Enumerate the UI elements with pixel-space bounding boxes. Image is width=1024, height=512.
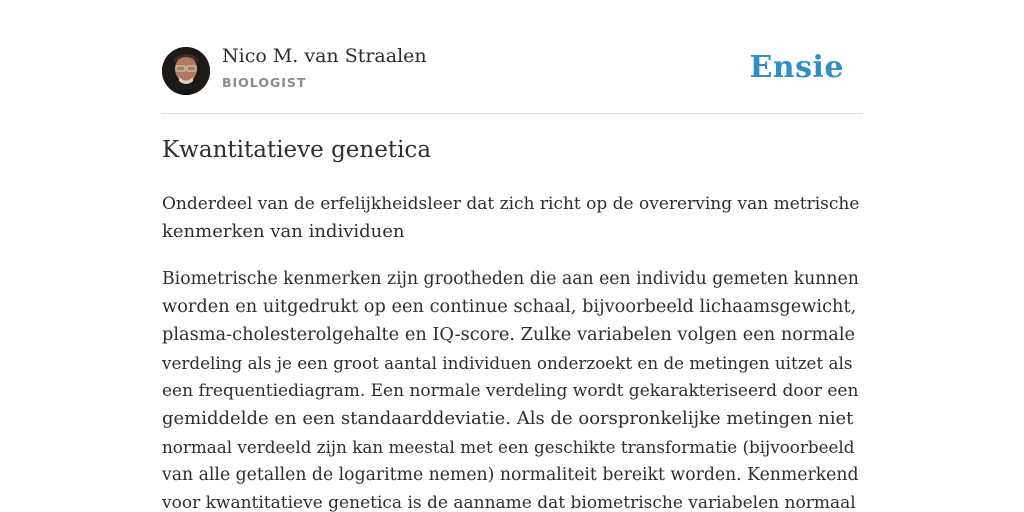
body-line: voor kwantitatieve genetica is de aanname dat biometrische variabelen normaal bbox=[162, 493, 856, 512]
ensie-logo[interactable]: Ensie bbox=[749, 50, 844, 85]
body-line: een frequentiediagram. Een normale verdeling wordt gekarakteriseerd door een bbox=[162, 381, 859, 401]
body-line: normaal verdeeld zijn kan meestal met een geschikte transformatie (bijvoorbeeld bbox=[162, 437, 855, 457]
body-line: van alle getallen de logaritme nemen) normaliteit bereikt worden. Kenmerkend bbox=[162, 465, 859, 485]
body-line: verdeling als je een groot aantal individuen onderzoekt en de metingen uitzet als bbox=[162, 353, 853, 373]
author-avatar[interactable] bbox=[162, 47, 210, 95]
article-title: Kwantitatieve genetica bbox=[162, 137, 432, 163]
lead-line: kenmerken van individuen bbox=[162, 221, 405, 242]
article-lead bbox=[162, 190, 862, 246]
author-role: BIOLOGIST bbox=[222, 75, 307, 90]
body-line: gemiddelde en een standaarddeviatie. Als de oorspronkelijke metingen niet bbox=[162, 408, 854, 429]
article-card bbox=[162, 0, 862, 512]
body-line: Biometrische kenmerken zijn grootheden die aan een individu gemeten kunnen bbox=[162, 269, 859, 289]
lead-line: Onderdeel van de erfelijkheidsleer dat zich richt op de overerving van metrische bbox=[162, 194, 860, 214]
body-line: worden en uitgedrukt op een continue schaal, bijvoorbeeld lichaamsgewicht, bbox=[162, 297, 857, 317]
body-line: plasma-cholesterolgehalte en IQ-score. Zulke variabelen volgen een normale bbox=[162, 325, 856, 345]
author-name[interactable]: Nico M. van Straalen bbox=[222, 45, 427, 67]
article-body bbox=[162, 265, 862, 512]
article-header bbox=[162, 0, 862, 114]
